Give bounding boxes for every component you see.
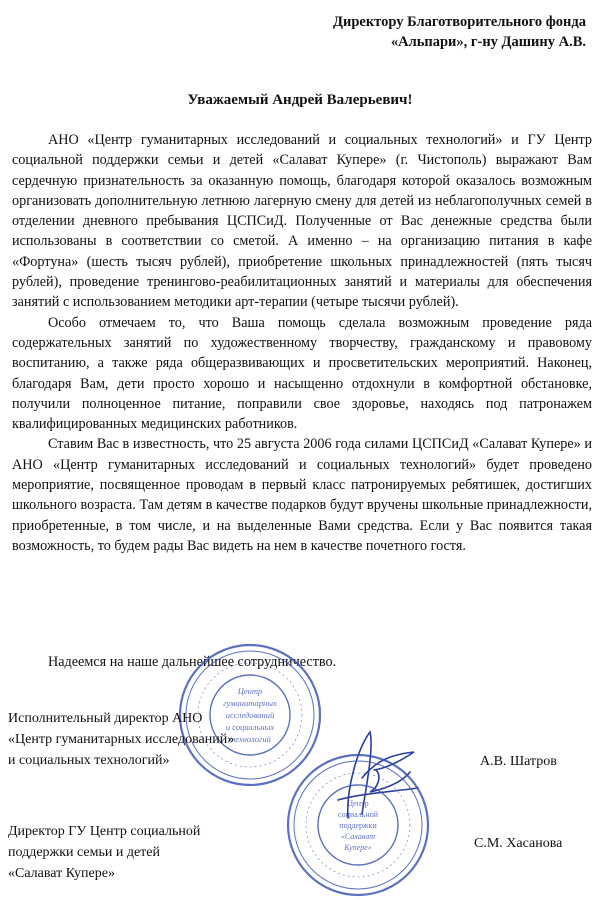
stamp1-text-2: гуманитарных xyxy=(223,698,277,708)
seal-stamp-center xyxy=(283,750,433,900)
addressee-line-1: Директору Благотворительного фонда xyxy=(333,14,586,30)
stamp1-text-1: Центр xyxy=(237,686,263,696)
addressee-block xyxy=(333,12,586,52)
stamp2-text-5: Купере» xyxy=(344,843,372,852)
salutation: Уважаемый Андрей Валерьевич! xyxy=(187,92,413,108)
signatory-1-line-3: и социальных технологий» xyxy=(8,753,170,768)
signatory-1-name: А.В. Шатров xyxy=(480,754,557,769)
paragraph-2: Особо отмечаем то, что Ваша помощь сделала возможным проведение ряда содержательных занятий по художественному творчеству, гражданскому и правовому воспитанию, а также ряда общеразвивающих и просветительских мероприятий. Наконец, благодаря Вам, дети просто хорошо и насыщенно отдохнули в комфортной обстановке, получили полноценное питание, поправили свое здоровье, находясь под патронажем квалифицированных медицинских работников. xyxy=(12,314,592,433)
stamp2-text-1: Центр xyxy=(347,799,369,808)
signatory-1-title xyxy=(8,708,234,771)
paragraph-3: Ставим Вас в известность, что 25 августа 2006 года силами ЦСПСиД «Салават Купере» и АНО «Центр гуманитарных исследований и социальных технологий» будет проведено мероприятие, посвященное проводам в первый класс патронируемых ребятишек, достигших школьного возраста. Там детям в качестве подарков будут вручены школьные принадлежности, приобретенные, в том числе, и на выделенные Вами средства. Если у Вас появится такая возможность, то будем рады Вас видеть на нем в качестве почетного гостя. xyxy=(12,436,592,554)
stamp1-text-3: исследований xyxy=(225,710,275,720)
signatory-2-name: С.М. Хасанова xyxy=(474,836,563,851)
paragraph-1: АНО «Центр гуманитарных исследований и социальных технологий» и ГУ Центр социальной поддержки семьи и детей «Салават Купере» (г. Чистополь) выражают Вам сердечную признательность за оказанную помощь, благодаря которой оказалось возможным организовать дополнительную летнюю лагерную смену для детей из неблагополучных семей в отделении дневного пребывания ЦСПСиД. Полученные от Вас денежные средства были использованы в соответствии со сметой. А именно – на организацию питания в кафе «Фортуна» (шесть тысяч рублей), приобретение школьных принадлежностей (пять тысяч рублей), проведение тренингово-реабилитационных занятий и материалы для обеспечения занятий с использованием методики арт-терапии (четыре тысячи рублей). xyxy=(12,132,592,311)
letter-body xyxy=(12,130,592,556)
addressee-line-2: «Альпари», г-ну Дашину А.В. xyxy=(390,34,586,50)
stamp2-text-3: поддержки xyxy=(339,821,377,830)
stamp1-text-5: технологий xyxy=(229,734,271,744)
signatory-2-line-2: поддержки семьи и детей xyxy=(8,845,161,860)
signatory-2-line-1: Директор ГУ Центр социальной xyxy=(8,824,201,839)
signatory-1-line-2: «Центр гуманитарных исследований» xyxy=(8,732,235,747)
signatory-1-line-1: Исполнительный директор АНО xyxy=(8,711,203,726)
signatory-2-title xyxy=(8,821,200,884)
closing-line: Надеемся на наше дальнейшее сотрудничество. xyxy=(48,654,337,670)
stamp2-text-2: социальной xyxy=(338,810,378,819)
stamp2-text-4: «Салават xyxy=(340,832,376,841)
stamp1-text-4: и социальных xyxy=(225,722,275,732)
signatory-2-line-3: «Салават Купере» xyxy=(8,866,115,881)
